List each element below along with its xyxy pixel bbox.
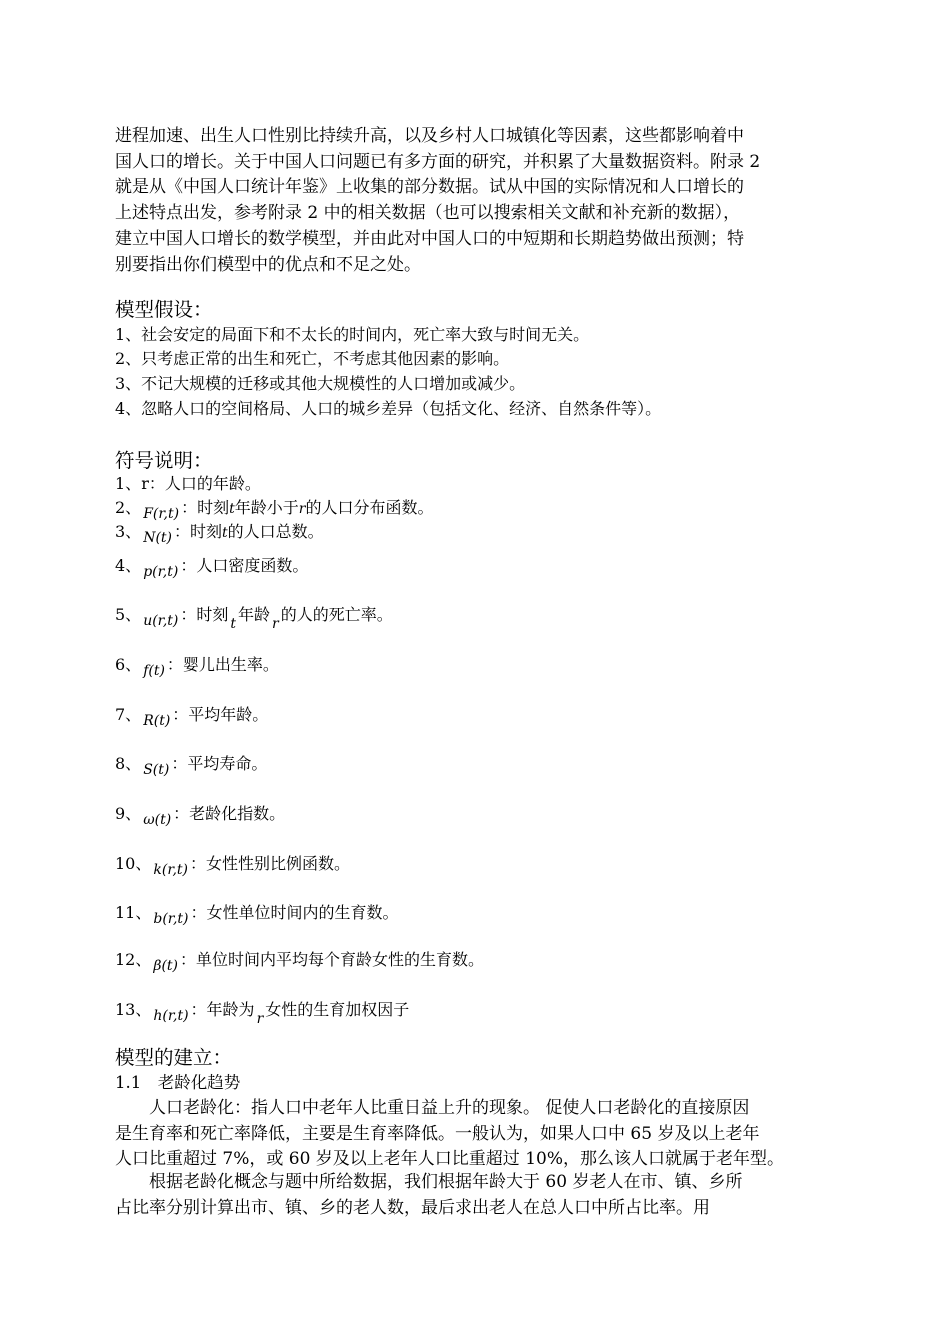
symbol-math: R(t) [143, 713, 171, 729]
intro-line: 上述特点出发，参考附录 2 中的相关数据（也可以搜索相关文献和补充新的数据）， [115, 203, 741, 224]
paragraph-line: 人口比重超过 7%，或 60 岁及以上老年人口比重超过 10%，那么该人口就属于老年型。 [115, 1149, 784, 1170]
symbol-item: 8、 S(t) ：平均寿命。 [115, 753, 267, 781]
symbol-item: 3、 N(t) ：时刻t的人口总数。 [115, 521, 324, 549]
symbol-item: 4、 p(r,t) ：人口密度函数。 [115, 555, 308, 583]
symbol-item: 10、 k(r,t) ：女性性别比例函数。 [115, 853, 350, 881]
symbol-math: β(t) [153, 958, 179, 974]
paragraph-line: 人口老龄化：指人口中老年人比重日益上升的现象。 促使人口老龄化的直接原因 [115, 1098, 750, 1118]
symbol-item: 9、 ω(t) ：老龄化指数。 [115, 803, 285, 831]
intro-line: 进程加速、出生人口性别比持续升高，以及乡村人口城镇化等因素，这些都影响着中 [115, 126, 744, 146]
intro-line: 国人口的增长。关于中国人口问题已有多方面的研究，并积累了大量数据资料。附录 2 [115, 151, 761, 172]
assumption-item: 2、只考虑正常的出生和死亡，不考虑其他因素的影响。 [115, 349, 510, 368]
intro-line: 别要指出你们模型中的优点和不足之处。 [115, 254, 421, 275]
paragraph-aging [115, 1096, 837, 1173]
symbol-item: 11、 b(r,t) ：女性单位时间内的生育数。 [115, 902, 399, 930]
symbol-math: N(t) [143, 530, 172, 546]
symbol-math: u(r,t) [143, 613, 179, 629]
subsection-title: 1.1 老龄化趋势 [115, 1073, 241, 1092]
symbols-heading: 符号说明： [115, 449, 213, 472]
symbol-math: b(r,t) [153, 911, 189, 927]
symbol-math: S(t) [143, 762, 170, 778]
symbol-item: 2、 F(r,t) ：时刻t年龄小于r的人口分布函数。 [115, 497, 433, 525]
symbol-item: 5、 u(r,t) ：时刻 t 年龄 r 的人的死亡率。 [115, 605, 393, 632]
symbol-math: p(r,t) [143, 564, 179, 580]
assumption-item: 4、忽略人口的空间格局、人口的城乡差异（包括文化、经济、自然条件等）。 [115, 399, 662, 418]
symbol-item: 12、 β(t) ：单位时间内平均每个育龄女性的生育数。 [115, 949, 484, 977]
intro-line: 建立中国人口增长的数学模型，并由此对中国人口的中短期和长期趋势做出预测；特 [115, 228, 744, 249]
paragraph-line: 占比率分别计算出市、镇、乡的老人数，最后求出老人在总人口中所占比率。用 [115, 1197, 710, 1218]
symbol-item: 13、 h(r,t) ：年龄为 r 女性的生育加权因子 [115, 1000, 410, 1027]
symbol-item: 7、 R(t) ：平均年龄。 [115, 704, 268, 732]
intro-line: 就是从《中国人口统计年鉴》上收集的部分数据。试从中国的实际情况和人口增长的 [115, 177, 744, 198]
paragraph-line: 根据老龄化概念与题中所给数据，我们根据年龄大于 60 岁老人在市、镇、乡所 [115, 1172, 743, 1192]
symbol-math: h(r,t) [153, 1008, 189, 1024]
symbol-math: F(r,t) [143, 506, 180, 522]
assumptions-heading: 模型假设： [115, 298, 213, 321]
paragraph-line: 是生育率和死亡率降低，主要是生育率降低。一般认为，如果人口中 65 岁及以上老年 [115, 1123, 760, 1144]
symbol-math: r [141, 474, 149, 493]
assumption-item: 1、社会安定的局面下和不太长的时间内，死亡率大致与时间无关。 [115, 325, 590, 344]
symbol-item: 6、 f(t) ：婴儿出生率。 [115, 654, 279, 682]
paragraph-calculation [115, 1170, 837, 1221]
symbol-item: 1、r：人口的年龄。 [115, 474, 261, 493]
symbol-math: ω(t) [143, 812, 172, 828]
intro-paragraph [115, 124, 837, 278]
symbol-math: f(t) [143, 663, 165, 679]
symbol-math: k(r,t) [153, 862, 189, 878]
assumption-item: 3、不记大规模的迁移或其他大规模性的人口增加或减少。 [115, 374, 526, 393]
model-heading: 模型的建立： [115, 1046, 233, 1069]
